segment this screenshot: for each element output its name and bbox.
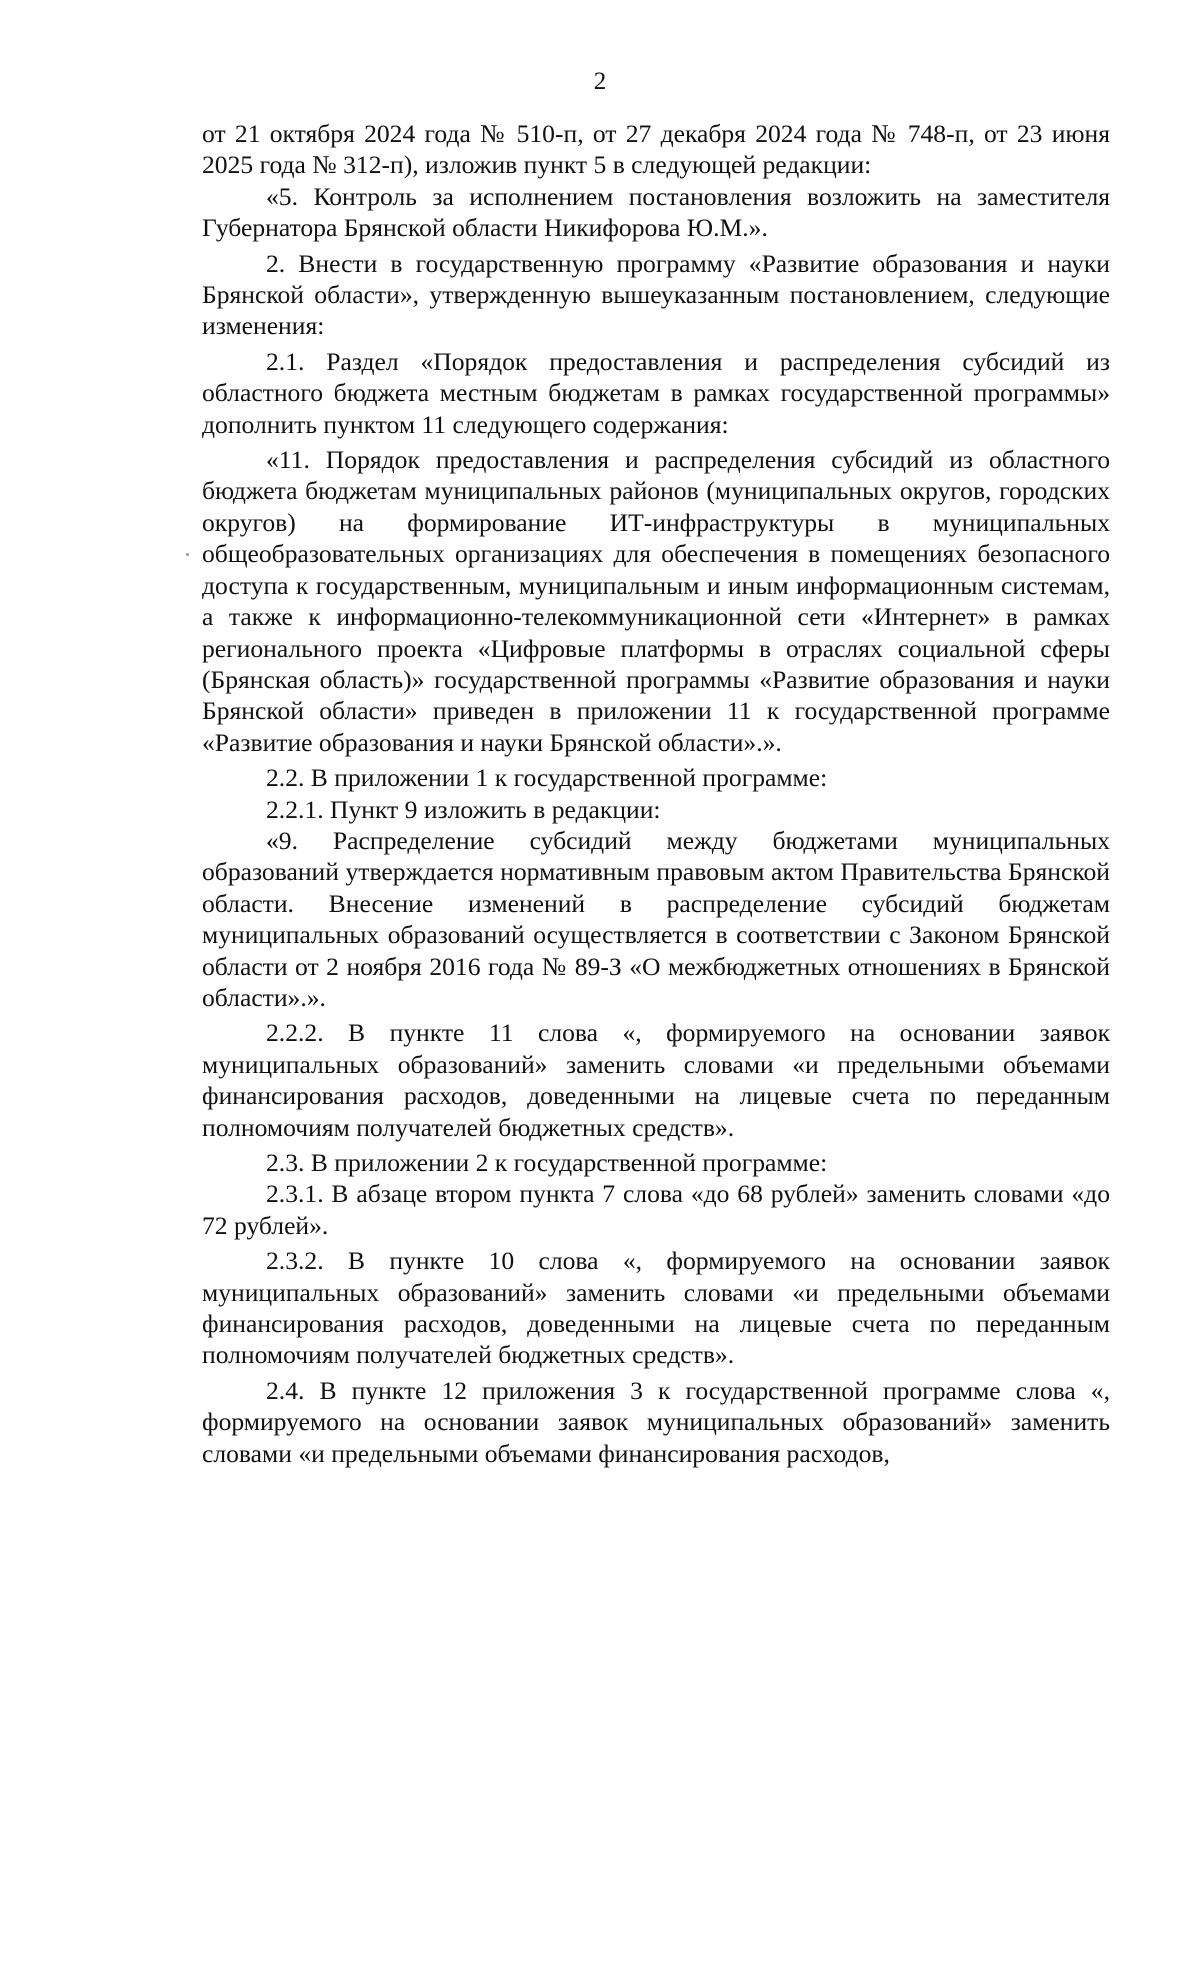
paragraph-item-2-3: 2.3. В приложении 2 к государственной программе:	[266, 1148, 828, 1177]
paragraph-item-2-2-1: 2.2.1. Пункт 9 изложить в редакции:	[266, 794, 661, 824]
paragraph-continuation: от 21 октября 2024 года № 510-п, от 27 декабря 2024 года № 748-п, от 23 июня 2025 года № 312-п), изложив пункт 5 в следующей редакции:	[202, 119, 1110, 180]
paragraph-item-2-3-2: 2.3.2. В пункте 10 слова «, формируемого на основании заявок муниципальных образований» заменить словами «и предельными объемами финансирования расходов, доведенными на лицевые счета по переданным полномочиям получателей бюджетных средств».	[202, 1246, 1110, 1370]
paragraph-quote-item-5: «5. Контроль за исполнением постановления возложить на заместителя Губернатора Брянской области Никифорова Ю.М.».	[202, 181, 1110, 243]
scan-speck	[186, 553, 189, 556]
paragraph-item-2-2: 2.2. В приложении 1 к государственной программе:	[266, 763, 828, 793]
paragraph-quote-item-11: «11. Порядок предоставления и распределения субсидий из областного бюджета бюджетам муниципальных районов (муниципальных округов, городских округов) на формирование ИТ-инфраструктуры в муниципальных общеобразовательных организациях для обеспечения в помещениях безопасного доступа к государственным, муниципальным и иным информационным системам, а также к информационно-телекоммуникационной сети «Интернет» в рамках регионального проекта «Цифровые платформы в отраслях социальной сферы (Брянская область)» государственной программы «Развитие образования и науки Брянской области» приведен в приложении 11 к государственной программе «Развитие образования и науки Брянской области».».	[202, 445, 1110, 757]
paragraph-item-2-2-2: 2.2.2. В пункте 11 слова «, формируемого на основании заявок муниципальных образований» заменить словами «и предельными объемами финансирования расходов, доведенными на лицевые счета по переданным полномочиям получателей бюджетных средств».	[202, 1018, 1110, 1142]
document-body	[202, 118, 1110, 1469]
paragraph-item-2-4: 2.4. В пункте 12 приложения 3 к государственной программе слова «, формируемого на основании заявок муниципальных образований» заменить словами «и предельными объемами финансирования расходов,	[202, 1375, 1110, 1468]
paragraph-item-2-3-1: 2.3.1. В абзаце втором пункта 7 слова «до 68 рублей» заменить словами «до 72 рублей».	[202, 1179, 1110, 1240]
page-number: 2	[593, 68, 607, 95]
paragraph-quote-item-9: «9. Распределение субсидий между бюджетами муниципальных образований утверждается нормативным правовым актом Правительства Брянской области. Внесение изменений в распределение субсидий бюджетам муниципальных образований осуществляется в соответствии с Законом Брянской области от 2 ноября 2016 года № 89-З «О межбюджетных отношениях в Брянской области».».	[202, 825, 1110, 1012]
paragraph-item-2: 2. Внести в государственную программу «Развитие образования и науки Брянской области», утвержденную вышеуказанным постановлением, следующие изменения:	[202, 248, 1110, 341]
paragraph-item-2-1: 2.1. Раздел «Порядок предоставления и распределения субсидий из областного бюджета местным бюджетам в рамках государственной программы» дополнить пунктом 11 следующего содержания:	[202, 346, 1110, 439]
